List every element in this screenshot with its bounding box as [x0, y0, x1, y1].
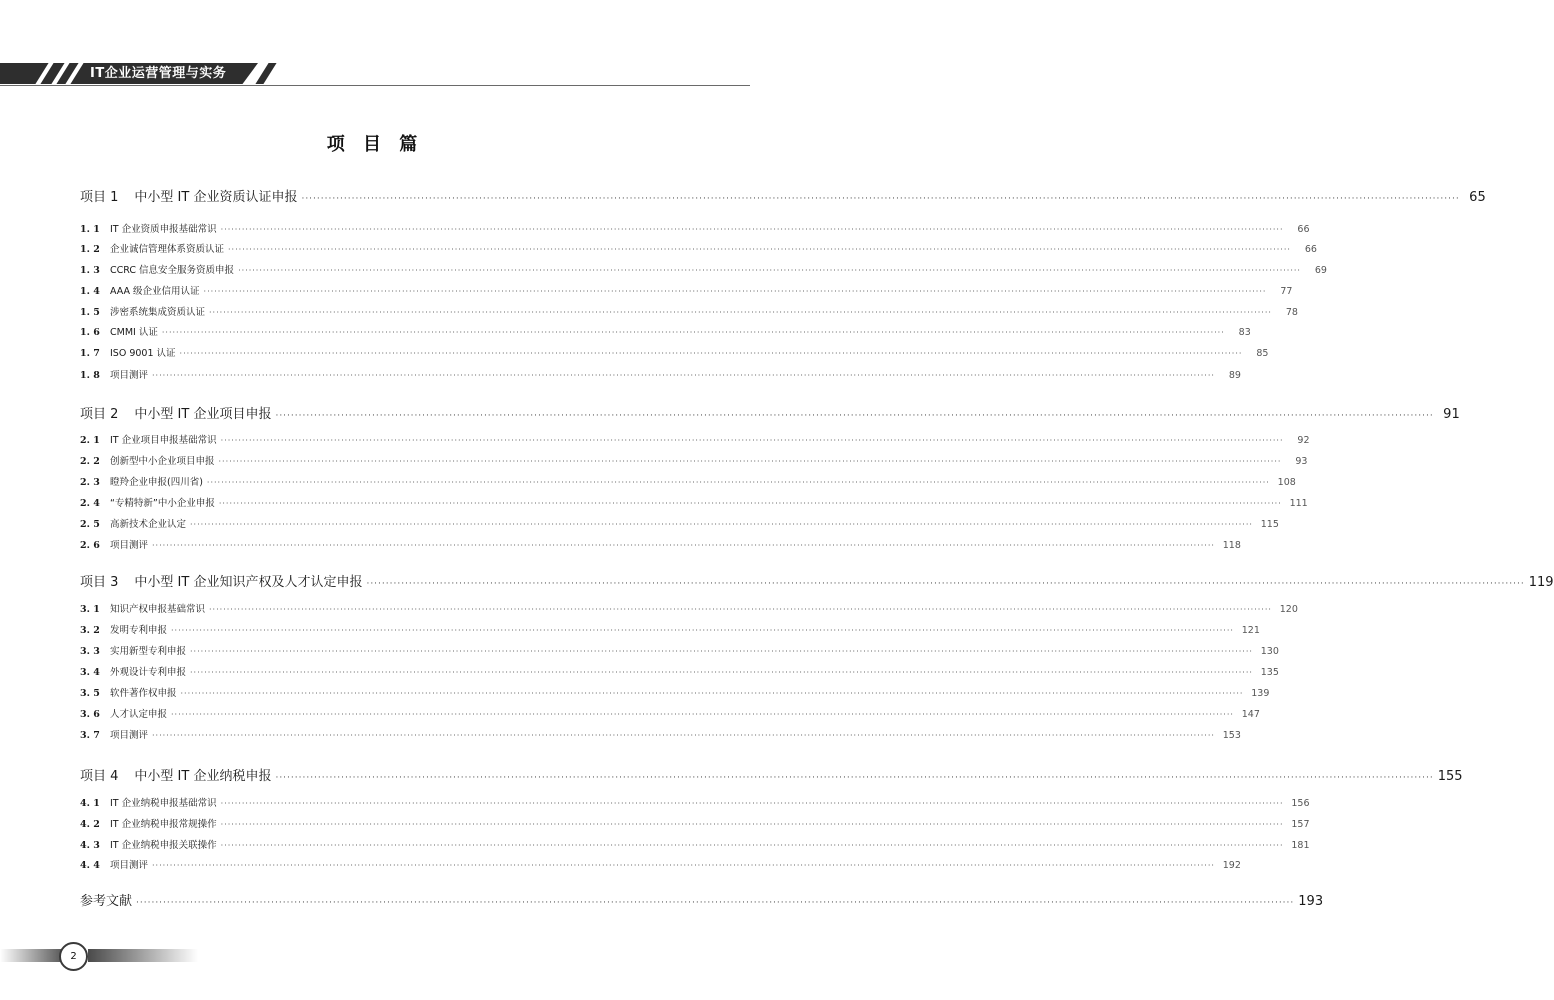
toc-entry-title: 企业诚信管理体系资质认证: [110, 244, 225, 255]
toc-entry-number: 3. 3: [80, 646, 100, 657]
toc-entry-label: [80, 537, 148, 551]
toc-page-number: 139: [1251, 688, 1270, 699]
toc-section-entry[interactable]: [80, 622, 1260, 636]
toc-entry-label: [80, 571, 362, 590]
toc-entry-title: CCRC 信息安全服务资质申报: [110, 265, 235, 276]
toc-page-number: 92: [1297, 435, 1310, 446]
toc-section-entry[interactable]: [80, 643, 1279, 657]
toc-entry-number: 3. 4: [80, 667, 100, 678]
toc-entry-number: 3. 6: [80, 709, 100, 720]
toc-section-entry[interactable]: [80, 516, 1279, 530]
toc-leader-dots: ············································································································································································································································································································: [220, 820, 1284, 829]
toc-section-entry[interactable]: [80, 601, 1298, 615]
toc-page-number: 118: [1222, 540, 1241, 551]
toc-chapter-entry[interactable]: [80, 403, 1460, 422]
toc-page-number: 153: [1222, 730, 1241, 741]
toc-leader-dots: ············································································································································································································································································································: [275, 773, 1434, 783]
toc-page-number: 77: [1280, 286, 1293, 297]
toc-entry-number: 1. 3: [80, 265, 100, 276]
toc-leader-dots: ············································································································································································································································································································: [179, 349, 1243, 358]
footer-bar-left: [0, 949, 62, 962]
toc-section-entry[interactable]: [80, 837, 1310, 851]
toc-entry-title: 创新型中小企业项目申报: [110, 456, 215, 467]
toc-entry-title: 参考文献: [80, 894, 133, 909]
toc-leader-dots: ············································································································································································································································································································: [218, 499, 1282, 508]
toc-leader-dots: ············································································································································································································································································································: [220, 436, 1284, 445]
toc-page-number: 108: [1277, 477, 1296, 488]
toc-entry-number: 4. 2: [80, 819, 100, 830]
toc-section-entry[interactable]: [80, 727, 1241, 741]
toc-entry-label: [80, 283, 200, 297]
toc-page-number: 89: [1228, 370, 1241, 381]
toc-entry-title: IT 企业纳税申报关联操作: [110, 840, 217, 851]
toc-section-entry[interactable]: [80, 706, 1260, 720]
toc-page-number: 130: [1260, 646, 1279, 657]
toc-page-number: 147: [1241, 709, 1260, 720]
toc-leader-dots: ············································································································································································································································································································: [136, 898, 1295, 908]
toc-entry-title: 项目测评: [110, 730, 149, 741]
toc-leader-dots: ············································································································································································································································································································: [171, 710, 1234, 719]
toc-leader-dots: ············································································································································································································································································································: [220, 799, 1284, 808]
toc-leader-dots: ············································································································································································································································································································: [190, 647, 1253, 656]
toc-entry-label: [80, 432, 217, 446]
toc-entry-label: [80, 837, 217, 851]
toc-entry-title: 软件著作权申报: [110, 688, 177, 699]
toc-page-number: 115: [1260, 519, 1279, 530]
toc-entry-label: [80, 622, 167, 636]
toc-entry-label: [80, 516, 186, 530]
toc-chapter-entry[interactable]: [80, 765, 1463, 784]
toc-page-number: 66: [1304, 244, 1317, 255]
toc-chapter-entry[interactable]: [80, 186, 1486, 205]
toc-leader-dots: ············································································································································································································································································································: [206, 478, 1270, 487]
toc-entry-label: [80, 186, 297, 205]
toc-leader-dots: ············································································································································································································································································································: [171, 626, 1234, 635]
toc-entry-title: 项目测评: [110, 540, 149, 551]
toc-leader-dots: ············································································································································································································································································································: [220, 841, 1284, 850]
toc-entry-label: [80, 453, 215, 467]
toc-entry-number: 3. 1: [80, 604, 100, 615]
toc-leader-dots: ············································································································································································································································································································: [152, 371, 1215, 380]
toc-leader-dots: ············································································································································································································································································································: [209, 605, 1272, 614]
toc-page-number: 65: [1469, 190, 1486, 205]
toc-page-number: 155: [1437, 769, 1463, 784]
toc-section-entry[interactable]: [80, 474, 1296, 488]
toc-leader-dots: ············································································································································································································································································································: [203, 287, 1267, 296]
toc-section-entry[interactable]: [80, 664, 1279, 678]
toc-page-number: 83: [1238, 327, 1251, 338]
toc-entry-label: [80, 664, 186, 678]
toc-entry-title: 项目测评: [110, 860, 149, 871]
toc-entry-number: 1. 4: [80, 286, 100, 297]
toc-entry-title: 知识产权申报基础常识: [110, 604, 206, 615]
toc-section-entry[interactable]: [80, 241, 1317, 255]
toc-leader-dots: ············································································································································································································································································································: [152, 731, 1215, 740]
toc-leader-dots: ············································································································································································································································································································: [238, 266, 1301, 275]
toc-section-entry[interactable]: [80, 537, 1241, 551]
toc-entry-number: 2. 6: [80, 540, 100, 551]
toc-entry-label: [80, 685, 177, 699]
toc-entry-title: 发明专利申报: [110, 625, 168, 636]
toc-entry-number: 项目 2: [80, 407, 119, 422]
toc-page-number: 192: [1222, 860, 1241, 871]
toc-page-number: 111: [1289, 498, 1308, 509]
toc-section-entry[interactable]: [80, 453, 1308, 467]
toc-entry-label: [80, 857, 148, 871]
toc-section-entry[interactable]: [80, 495, 1308, 509]
toc-entry-number: 1. 6: [80, 327, 100, 338]
toc-entry-number: 2. 1: [80, 435, 100, 446]
toc-entry-number: 1. 8: [80, 370, 100, 381]
toc-section-entry[interactable]: [80, 795, 1310, 809]
toc-section-entry[interactable]: [80, 221, 1310, 235]
section-title: 项 目 篇: [326, 134, 424, 155]
toc-page-number: 157: [1291, 819, 1310, 830]
toc-entry-title: 外观设计专利申报: [110, 667, 187, 678]
toc-entry-label: [80, 345, 176, 359]
toc-entry-number: 3. 2: [80, 625, 100, 636]
toc-entry-label: [80, 727, 148, 741]
toc-entry-label: [80, 765, 271, 784]
toc-leader-dots: ············································································································································································································································································································: [301, 194, 1460, 204]
toc-entry-label: [80, 816, 217, 830]
toc-entry-label: [80, 890, 132, 909]
toc-page-number: 135: [1260, 667, 1279, 678]
toc-entry-number: 4. 4: [80, 860, 100, 871]
toc-entry-number: 项目 4: [80, 769, 119, 784]
toc-entry-title: 项目测评: [110, 370, 149, 381]
toc-leader-dots: ············································································································································································································································································································: [228, 245, 1291, 254]
toc-section-entry[interactable]: [80, 816, 1310, 830]
toc-leader-dots: ············································································································································································································································································································: [275, 411, 1434, 421]
toc-chapter-entry[interactable]: [80, 571, 1554, 590]
toc-leader-dots: ············································································································································································································································································································: [218, 457, 1282, 466]
header-rule: [0, 85, 750, 86]
toc-entry-title: 中小型 IT 企业纳税申报: [134, 769, 272, 784]
header-slash: [255, 63, 276, 84]
toc-page-number: 156: [1291, 798, 1310, 809]
toc-entry-title: 高新技术企业认定: [110, 519, 187, 530]
toc-page-number: 69: [1314, 265, 1327, 276]
toc-entry-label: [80, 474, 203, 488]
toc-page-number: 93: [1295, 456, 1308, 467]
toc-entry-number: 2. 3: [80, 477, 100, 488]
toc-section-entry[interactable]: [80, 432, 1310, 446]
toc-section-entry[interactable]: [80, 304, 1298, 318]
toc-leader-dots: ············································································································································································································································································································: [190, 668, 1253, 677]
toc-leader-dots: ············································································································································································································································································································: [161, 328, 1225, 337]
toc-section-entry[interactable]: [80, 324, 1251, 338]
toc-entry-number: 2. 5: [80, 519, 100, 530]
toc-entry-title: AAA 级企业信用认证: [110, 286, 200, 297]
toc-entry-label: [80, 262, 234, 276]
toc-entry-label: [80, 367, 148, 381]
toc-entry-number: 项目 3: [80, 575, 119, 590]
toc-section-entry[interactable]: [80, 345, 1269, 359]
toc-entry-label: [80, 403, 271, 422]
toc-entry-title: IT 企业纳税申报基础常识: [110, 798, 217, 809]
toc-entry-number: 项目 1: [80, 190, 119, 205]
toc-entry-number: 2. 4: [80, 498, 100, 509]
toc-entry-number: 2. 2: [80, 456, 100, 467]
toc-page-number: 193: [1298, 894, 1324, 909]
toc-entry-title: 实用新型专利申报: [110, 646, 187, 657]
toc-entry-title: IT 企业资质申报基础常识: [110, 224, 217, 235]
toc-leader-dots: ············································································································································································································································································································: [152, 861, 1215, 870]
toc-page-number: 66: [1297, 224, 1310, 235]
toc-entry-title: 中小型 IT 企业知识产权及人才认定申报: [134, 575, 363, 590]
toc-leader-dots: ············································································································································································································································································································: [152, 541, 1215, 550]
toc-entry-title: 涉密系统集成资质认证: [110, 307, 206, 318]
toc-page-number: 120: [1279, 604, 1298, 615]
toc-page-number: 85: [1256, 348, 1269, 359]
toc-section-entry[interactable]: [80, 283, 1293, 297]
toc-entry-title: IT 企业项目申报基础常识: [110, 435, 217, 446]
toc-entry-label: [80, 221, 217, 235]
toc-entry-label: [80, 706, 167, 720]
toc-entry-number: 1. 7: [80, 348, 100, 359]
toc-entry-number: 4. 3: [80, 840, 100, 851]
toc-page-number: 181: [1291, 840, 1310, 851]
toc-leader-dots: ············································································································································································································································································································: [180, 689, 1244, 698]
toc-entry-title: “专精特新”中小企业申报: [110, 498, 215, 509]
toc-section-entry[interactable]: [80, 857, 1241, 871]
footer-bar-right: [88, 949, 198, 962]
toc-page-number: 121: [1241, 625, 1260, 636]
page-number: 2: [59, 942, 88, 971]
toc-entry-label: [80, 643, 186, 657]
toc-entry-label: [80, 304, 205, 318]
toc-entry-label: [80, 324, 158, 338]
toc-entry-label: [80, 795, 217, 809]
toc-entry-label: [80, 495, 215, 509]
toc-leader-dots: ············································································································································································································································································································: [209, 308, 1272, 317]
toc-entry-title: 中小型 IT 企业项目申报: [134, 407, 272, 422]
toc-entry-number: 4. 1: [80, 798, 100, 809]
toc-entry-title: ISO 9001 认证: [110, 348, 176, 359]
toc-entry-number: 3. 7: [80, 730, 100, 741]
toc-entry-title: 人才认定申报: [110, 709, 168, 720]
toc-entry-title: CMMI 认证: [110, 327, 158, 338]
toc-entry-number: 1. 1: [80, 224, 100, 235]
toc-section-entry[interactable]: [80, 685, 1270, 699]
book-title: IT企业运营管理与实务: [90, 66, 227, 81]
toc-page-number: 78: [1285, 307, 1298, 318]
toc-leader-dots: ············································································································································································································································································································: [190, 520, 1253, 529]
toc-leader-dots: ············································································································································································································································································································: [366, 579, 1525, 589]
toc-chapter-entry[interactable]: [80, 890, 1324, 909]
toc-entry-title: IT 企业纳税申报常规操作: [110, 819, 217, 830]
running-header: [0, 58, 750, 90]
toc-section-entry[interactable]: [80, 367, 1241, 381]
toc-entry-number: 1. 2: [80, 244, 100, 255]
toc-entry-number: 1. 5: [80, 307, 100, 318]
toc-section-entry[interactable]: [80, 262, 1327, 276]
toc-entry-title: 中小型 IT 企业资质认证申报: [134, 190, 298, 205]
toc-entry-label: [80, 601, 205, 615]
toc-page-number: 119: [1528, 575, 1554, 590]
toc-entry-number: 3. 5: [80, 688, 100, 699]
toc-entry-label: [80, 241, 224, 255]
toc-entry-title: 瞪羚企业申报(四川省): [110, 477, 203, 488]
toc-leader-dots: ············································································································································································································································································································: [220, 225, 1284, 234]
toc-page-number: 91: [1443, 407, 1460, 422]
